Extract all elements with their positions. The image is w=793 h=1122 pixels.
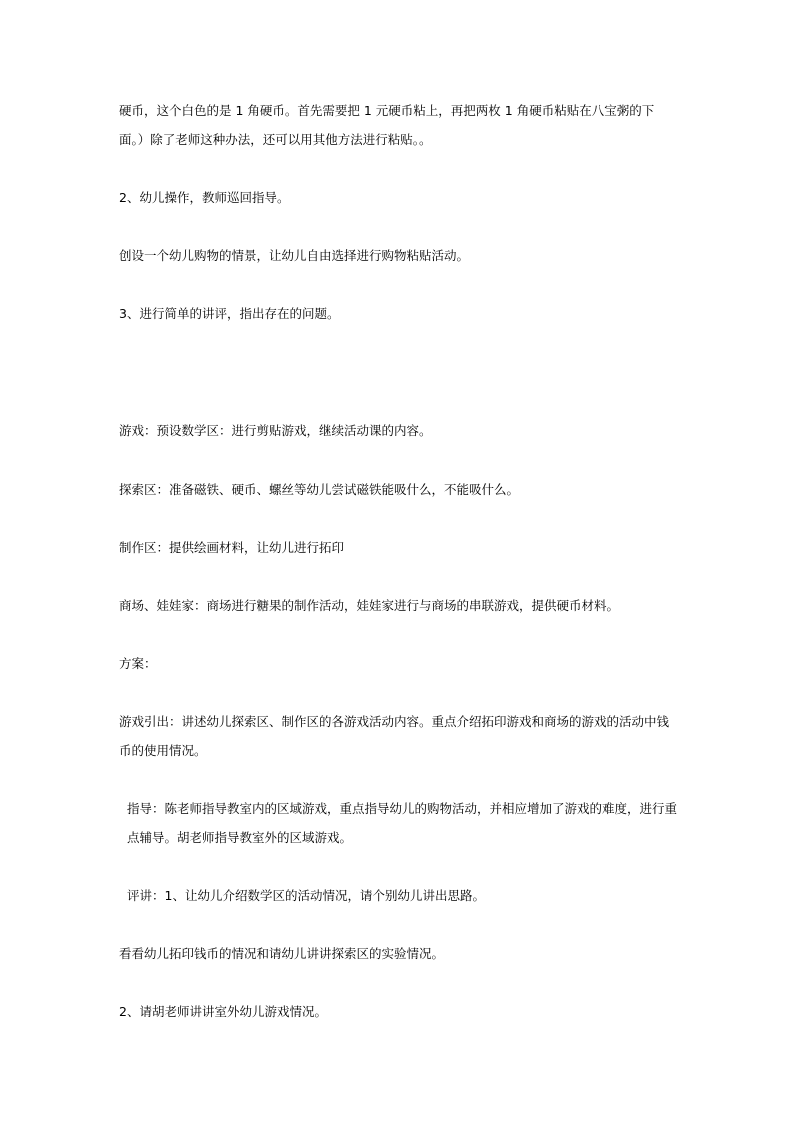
paragraph-step-3: 3、进行简单的讲评，指出存在的问题。 [119,306,340,321]
paragraph-store-dollhouse: 商场、娃娃家：商场进行糖果的制作活动，娃娃家进行与商场的串联游戏，提供硬币材料。 [119,598,620,613]
paragraph-step-2: 2、幼儿操作，教师巡回指导。 [119,190,290,205]
paragraph-coin-pasting: 硬币，这个白色的是 1 角硬币。首先需要把 1 元硬币粘上，再把两枚 1 角硬币粘贴在八宝粥的下面。）除了老师这种办法，还可以用其他方法进行粘贴。。 [119,103,655,147]
paragraph-shopping-scene: 创设一个幼儿购物的情景，让幼儿自由选择进行购物粘贴活动。 [119,248,470,263]
paragraph-rubbing-check: 看看幼儿拓印钱币的情况和请幼儿讲讲探索区的实验情况。 [119,946,445,961]
paragraph-outdoor-report: 2、请胡老师讲讲室外幼儿游戏情况。 [119,1004,327,1019]
paragraph-review: 评讲：1、让幼儿介绍数学区的活动情况，请个别幼儿讲出思路。 [127,888,485,903]
paragraph-plan-heading: 方案： [119,656,157,671]
paragraph-guidance: 指导：陈老师指导教室内的区域游戏，重点指导幼儿的购物活动，并相应增加了游戏的难度，进行重点辅导。胡老师指导教室外的区域游戏。 [127,801,678,845]
paragraph-game-intro: 游戏引出：讲述幼儿探索区、制作区的各游戏活动内容。重点介绍拓印游戏和商场的游戏的活动中钱币的使用情况。 [119,714,670,758]
paragraph-craft-area: 制作区：提供绘画材料，让幼儿进行拓印 [119,540,345,555]
paragraph-math-area: 游戏：预设数学区：进行剪贴游戏，继续活动课的内容。 [119,423,432,438]
paragraph-explore-area: 探索区：准备磁铁、硬币、螺丝等幼儿尝试磁铁能吸什么，不能吸什么。 [119,482,520,497]
